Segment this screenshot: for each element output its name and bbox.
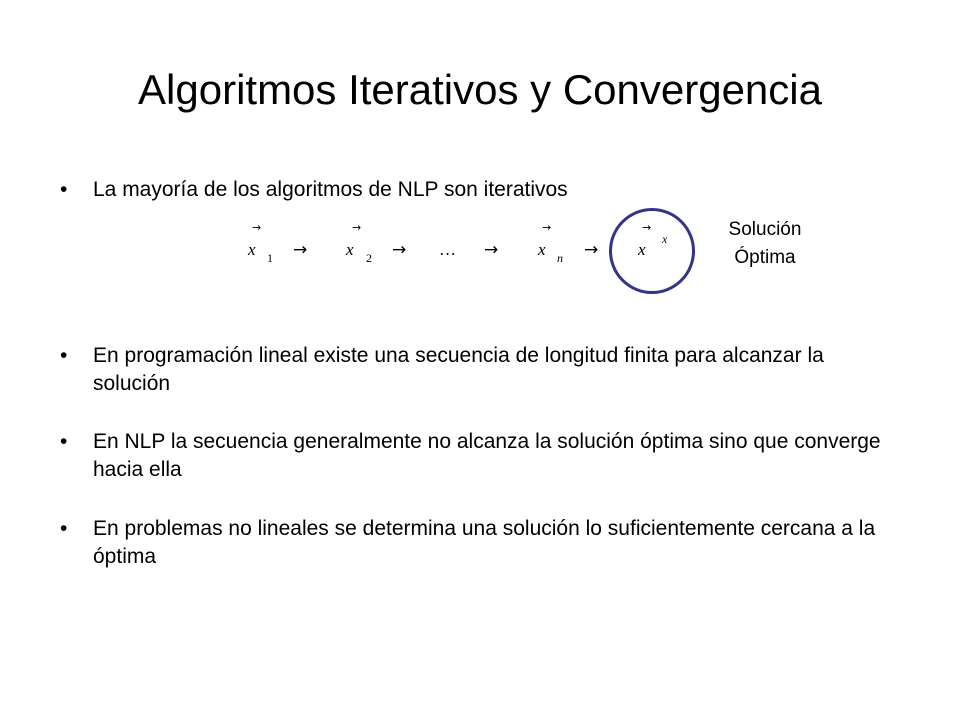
bullet-text: En programación lineal existe una secuencia de longitud finita para alcanzar la solución (93, 344, 824, 395)
bullet-marker: • (60, 178, 68, 201)
subscript-n: n (557, 251, 563, 265)
sequence-var-xn: x (538, 240, 546, 259)
vector-arrow: → (642, 221, 652, 234)
ellipsis: … (439, 240, 456, 259)
slide-title: Algoritmos Iterativos y Convergencia (138, 66, 822, 113)
bullet-marker: • (60, 517, 68, 540)
bullet-text: En NLP la secuencia generalmente no alcanza la solución óptima sino que converge hacia ella (93, 430, 881, 481)
vector-arrow: → (352, 221, 362, 234)
optimal-highlight-circle (609, 208, 695, 294)
optimal-label-line1: Solución (728, 219, 802, 240)
bullet-text: En problemas no lineales se determina una solución lo suficientemente cercana a la óptima (93, 517, 876, 568)
bullet-item (60, 515, 890, 571)
step-arrow-icon: → (584, 240, 599, 260)
step-arrow-icon: → (484, 240, 499, 260)
sequence-var-xstar: x (638, 240, 646, 259)
sequence-var-x1: x (248, 240, 256, 259)
bullet-item (60, 428, 890, 484)
bullet-marker: • (60, 344, 68, 367)
bullet-marker: • (60, 430, 68, 453)
bullet-item (60, 342, 890, 398)
sequence-var-x2: x (346, 240, 354, 259)
optimal-label-line2: Óptima (734, 247, 796, 268)
subscript-2: 2 (366, 251, 372, 265)
step-arrow-icon: → (392, 240, 407, 260)
subscript-x: x (662, 232, 668, 246)
optimal-solution-label (705, 216, 825, 272)
bullet-text: La mayoría de los algoritmos de NLP son iterativos (93, 178, 568, 201)
subscript-1: 1 (267, 251, 273, 265)
vector-arrow: → (542, 221, 552, 234)
vector-arrow: → (252, 221, 262, 234)
step-arrow-icon: → (293, 240, 308, 260)
